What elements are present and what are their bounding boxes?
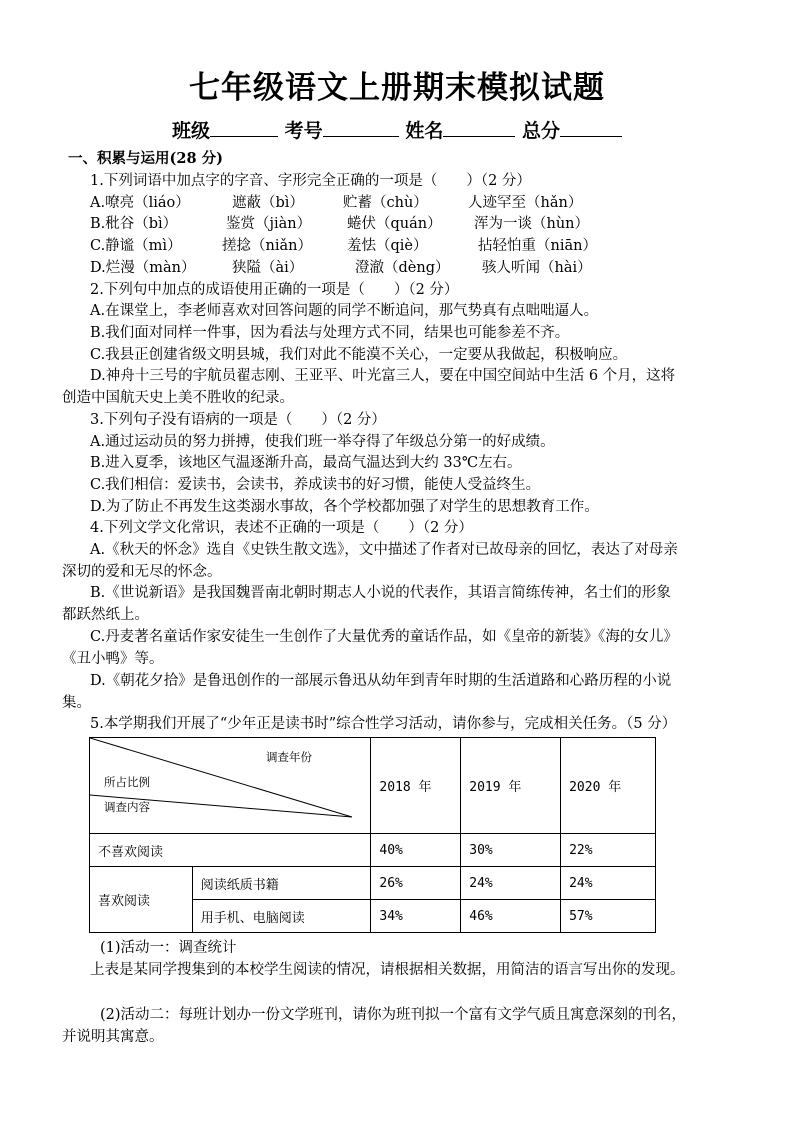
q1-option-b-2: 鉴赏（jiàn） <box>226 216 312 232</box>
q1-option-c-1: C.静谧（mì） <box>90 238 182 254</box>
q1-stem: 1.下列词语中加点字的字音、字形完全正确的一项是（ ）（2 分） <box>90 173 531 189</box>
q4-option-d-line1: D.《朝花夕拾》是鲁迅创作的一部展示鲁迅从幼年到青年时期的生活道路和心路历程的小说 <box>90 673 672 689</box>
dislike-2020: 22% <box>561 834 656 867</box>
q2-option-c: C.我县正创建省级文明县城，我们对此不能漠不关心，一定要从我做起，积极响应。 <box>90 347 628 363</box>
q1-option-c-3: 羞怯（qiè） <box>347 238 428 254</box>
q2-option-b: B.我们面对同样一件事，因为看法与处理方式不同，结果也可能参差不齐。 <box>90 325 570 341</box>
q4-option-a-line2: 深切的爱和无尽的怀念。 <box>62 564 222 580</box>
score-label: 总分 <box>521 120 560 142</box>
q1-option-c-4: 拈轻怕重（niān） <box>478 238 597 254</box>
q2-stem: 2.下列句中加点的成语使用正确的一项是（ ）（2 分） <box>90 282 459 298</box>
device-2018: 34% <box>371 900 461 933</box>
q1-option-a-1: A.嘹亮（liáo） <box>90 195 190 211</box>
q1-option-b-3: 蜷伏（quán） <box>347 216 442 232</box>
q3-option-d: D.为了防止不再发生这类溺水事故，各个学校都加强了对学生的思想教育工作。 <box>90 499 599 515</box>
q1-option-c-2: 搓捻（niǎn） <box>222 238 312 254</box>
exam-title: 七年级语文上册期末模拟试题 <box>189 70 605 106</box>
class-label: 班级 <box>172 120 211 142</box>
q1-option-d-1: D.烂漫（màn） <box>90 260 196 276</box>
paper-2018: 26% <box>371 867 461 900</box>
student-info-line <box>0 116 794 143</box>
q1-option-b-1: B.秕谷（bì） <box>90 216 178 232</box>
q1-option-a-4: 人迹罕至（hǎn） <box>468 195 583 211</box>
paper-label: 阅读纸质书籍 <box>192 867 371 900</box>
q4-option-d-line2: 集。 <box>62 695 91 711</box>
q1-option-b-4: 浑为一谈（hùn） <box>474 216 590 232</box>
score-blank[interactable] <box>560 118 622 137</box>
activity1-text: 上表是某同学搜集到的本校学生阅读的情况，请根据相关数据，用简洁的语言写出你的发现。 <box>90 962 685 978</box>
header-content-label: 调查内容 <box>104 800 150 814</box>
name-blank[interactable] <box>443 118 515 137</box>
activity2-line2: 并说明其寓意。 <box>62 1029 164 1045</box>
q4-option-c-line1: C.丹麦著名童话作家安徒生一生创作了大量优秀的童话作品，如《皇帝的新装》《海的女儿》 <box>90 629 678 645</box>
dislike-2018: 40% <box>371 834 461 867</box>
q3-option-b: B.进入夏季，该地区气温逐渐升高，最高气温达到大约 33℃左右。 <box>90 455 522 471</box>
device-2019: 46% <box>461 900 561 933</box>
q3-option-a: A.通过运动员的努力拼搏，使我们班一举夺得了年级总分第一的好成绩。 <box>90 434 555 450</box>
id-label: 考号 <box>284 120 323 142</box>
dislike-label: 不喜欢阅读 <box>90 834 371 867</box>
id-blank[interactable] <box>323 118 399 137</box>
activity2-line1: (2)活动二：每班计划办一份文学班刊，请你为班刊拟一个富有文学气质且寓意深刻的刊名， <box>100 1007 687 1023</box>
name-label: 姓名 <box>405 120 444 142</box>
q2-option-d-line1: D.神舟十三号的宇航员翟志刚、王亚平、叶光富三人，要在中国空间站中生活 6 个月，这将 <box>90 368 676 384</box>
class-blank[interactable] <box>210 118 278 137</box>
header-ratio-label: 所占比例 <box>104 775 150 789</box>
device-label: 用手机、电脑阅读 <box>192 900 371 933</box>
q1-option-d-4: 骇人听闻（hài） <box>482 260 592 276</box>
q4-stem: 4.下列文学文化常识，表述不正确的一项是（ ）（2 分） <box>90 520 473 536</box>
year-2019-header: 2019 年 <box>461 738 561 834</box>
q4-option-a-line1: A.《秋天的怀念》选自《史铁生散文选》，文中描述了作者对已故母亲的回忆，表达了对母亲 <box>90 542 678 558</box>
table-row-paper <box>90 867 656 900</box>
year-2018-header: 2018 年 <box>371 738 461 834</box>
paper-2019: 24% <box>461 867 561 900</box>
q1-option-a-2: 遮蔽（bì） <box>232 195 304 211</box>
section-heading: 一、积累与运用(28 分) <box>68 150 223 167</box>
q3-stem: 3.下列句子没有语病的一项是（ ）（2 分） <box>90 412 386 428</box>
reading-survey-table <box>89 737 656 933</box>
activity1-title: (1)活动一：调查统计 <box>100 940 237 956</box>
q3-option-c: C.我们相信：爱读书，会读书，养成读书的好习惯，能使人受益终生。 <box>90 477 541 493</box>
device-2020: 57% <box>561 900 656 933</box>
like-label: 喜欢阅读 <box>90 867 193 933</box>
q1-option-d-2: 狭隘（ài） <box>232 260 304 276</box>
q4-option-b-line1: B.《世说新语》是我国魏晋南北朝时期志人小说的代表作，其语言简练传神，名士们的形象 <box>90 585 671 601</box>
header-year-label: 调查年份 <box>266 750 312 764</box>
year-2020-header: 2020 年 <box>561 738 656 834</box>
q2-option-a: A.在课堂上，李老师喜欢对回答问题的同学不断追问，那气势真有点咄咄逼人。 <box>90 303 599 319</box>
q4-option-b-line2: 都跃然纸上。 <box>62 607 149 623</box>
q1-option-d-3: 澄澈（dèng） <box>355 260 450 276</box>
table-row-dislike <box>90 834 656 867</box>
dislike-2019: 30% <box>461 834 561 867</box>
paper-2020: 24% <box>561 867 656 900</box>
q5-stem: 5.本学期我们开展了“少年正是读书时”综合性学习活动，请你参与，完成相关任务。（5 分） <box>90 716 677 732</box>
q1-option-a-3: 贮蓄（chù） <box>343 195 428 211</box>
q2-option-d-line2: 创造中国航天史上美不胜收的纪录。 <box>62 390 294 406</box>
q4-option-c-line2: 《丑小鸭》等。 <box>62 651 164 667</box>
table-diagonal-header <box>90 738 371 834</box>
